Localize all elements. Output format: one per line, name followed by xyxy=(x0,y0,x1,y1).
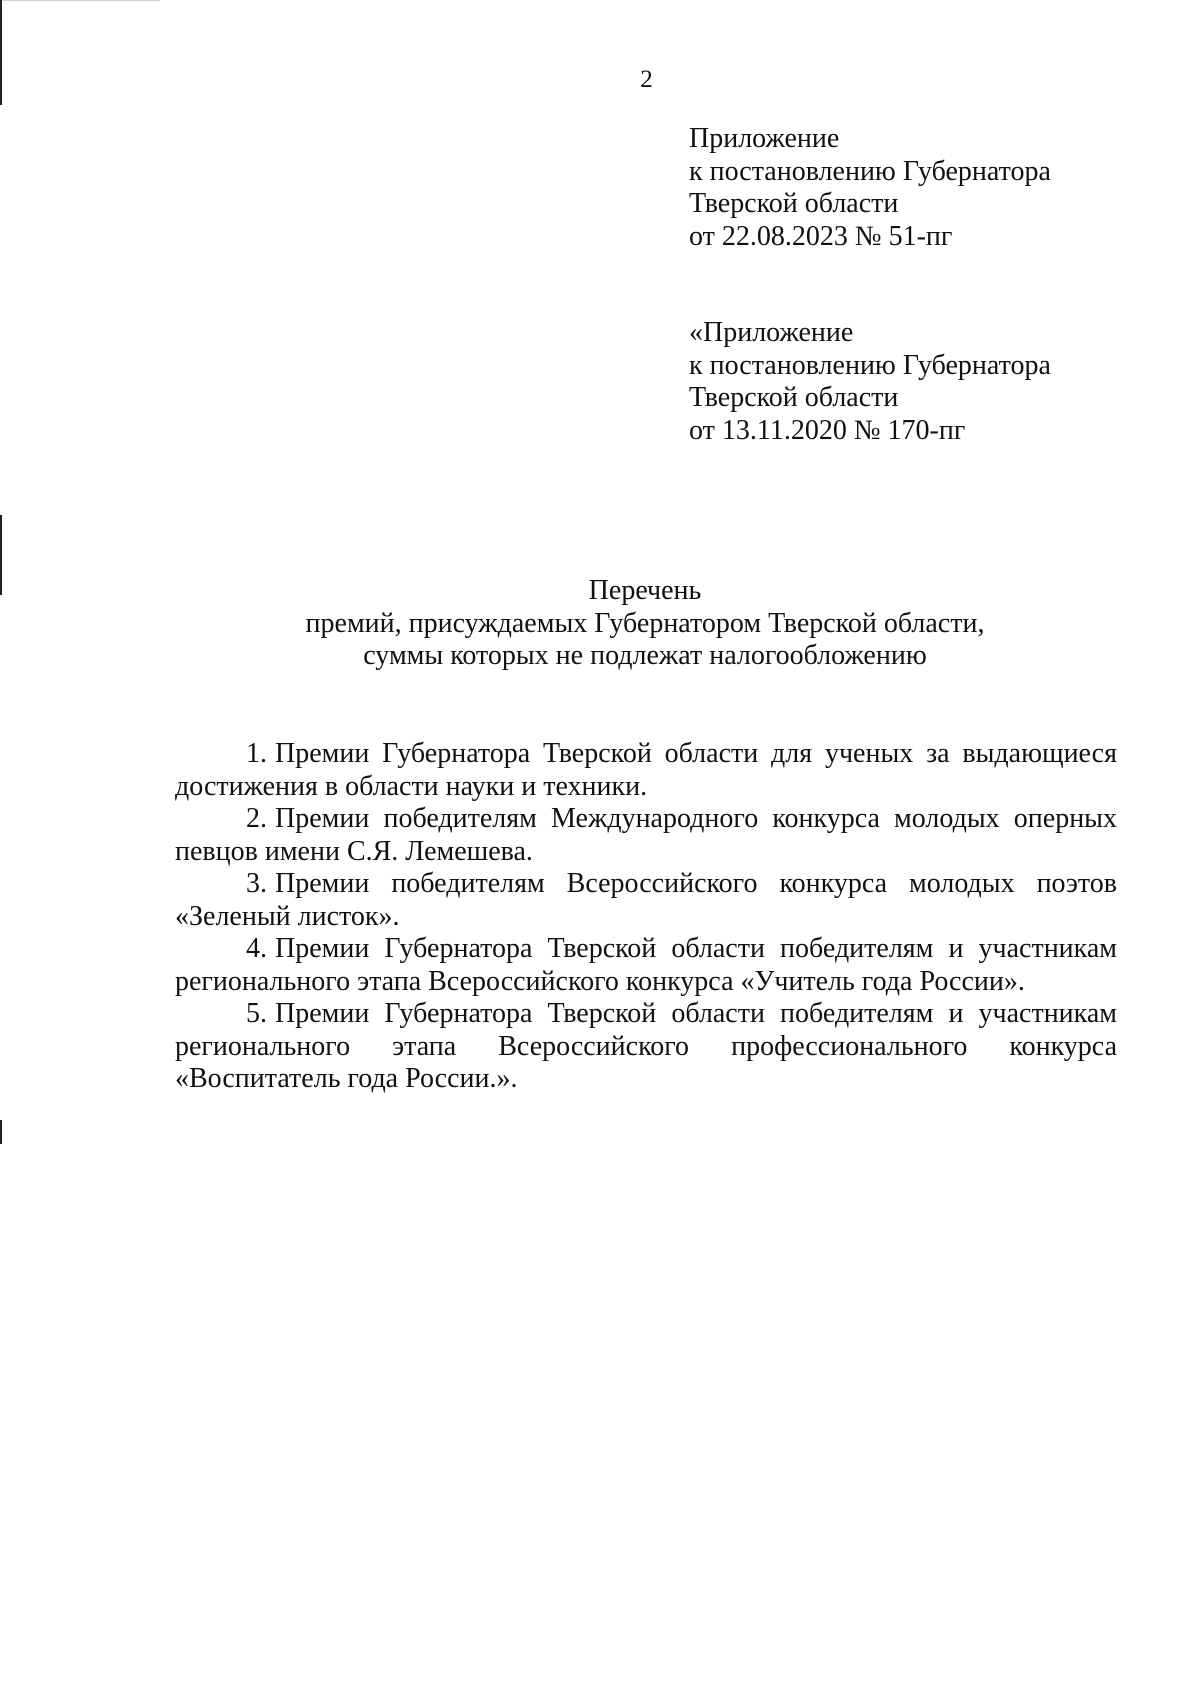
item-number: 4. xyxy=(246,933,267,964)
appendix-line: Приложение xyxy=(689,123,840,154)
appendix-line: к постановлению Губернатора xyxy=(689,349,1051,381)
list-item xyxy=(175,868,1117,933)
prize-list xyxy=(175,738,1117,1096)
item-text: Премии победителям Всероссийского конкурса молодых поэтов «Зеленый листок». xyxy=(175,868,1117,932)
appendix-header-current xyxy=(689,123,1051,253)
item-number: 5. xyxy=(246,998,267,1029)
scan-edge-mark xyxy=(0,1120,2,1144)
appendix-line: Тверской области xyxy=(689,188,899,219)
appendix-line: «Приложение xyxy=(689,317,854,348)
scan-edge-mark xyxy=(0,515,2,595)
title-line: Перечень xyxy=(588,575,702,606)
page-number: 2 xyxy=(640,66,653,93)
title-line: премий, присуждаемых Губернатором Тверской области, xyxy=(305,607,985,639)
appendix-line: от 22.08.2023 № 51-пг xyxy=(689,220,953,252)
title-line: суммы которых не подлежат налогообложению xyxy=(363,640,927,671)
appendix-line: Тверской области xyxy=(689,382,899,413)
document-title xyxy=(175,575,1115,673)
item-text: Премии победителям Международного конкурса молодых оперных певцов имени С.Я. Лемешева. xyxy=(175,803,1117,867)
item-text: Премии Губернатора Тверской области для ученых за выдающиеся достижения в области науки и техники. xyxy=(175,738,1117,802)
list-item xyxy=(175,738,1117,803)
appendix-header-original xyxy=(689,317,1051,447)
list-item xyxy=(175,933,1117,998)
item-number: 1. xyxy=(246,738,267,769)
list-item xyxy=(175,998,1117,1096)
scan-edge-top xyxy=(0,0,160,1)
list-item xyxy=(175,803,1117,868)
item-text: Премии Губернатора Тверской области победителям и участникам регионального этапа Всероссийского конкурса «Учитель года России». xyxy=(175,933,1117,997)
item-number: 2. xyxy=(246,803,267,834)
appendix-line: от 13.11.2020 № 170-пг xyxy=(689,414,966,446)
item-text: Премии Губернатора Тверской области победителям и участникам регионального этапа Всероссийского профессионального конкурса «Воспитатель года России.». xyxy=(175,998,1117,1094)
appendix-line: к постановлению Губернатора xyxy=(689,155,1051,187)
item-number: 3. xyxy=(246,868,267,899)
